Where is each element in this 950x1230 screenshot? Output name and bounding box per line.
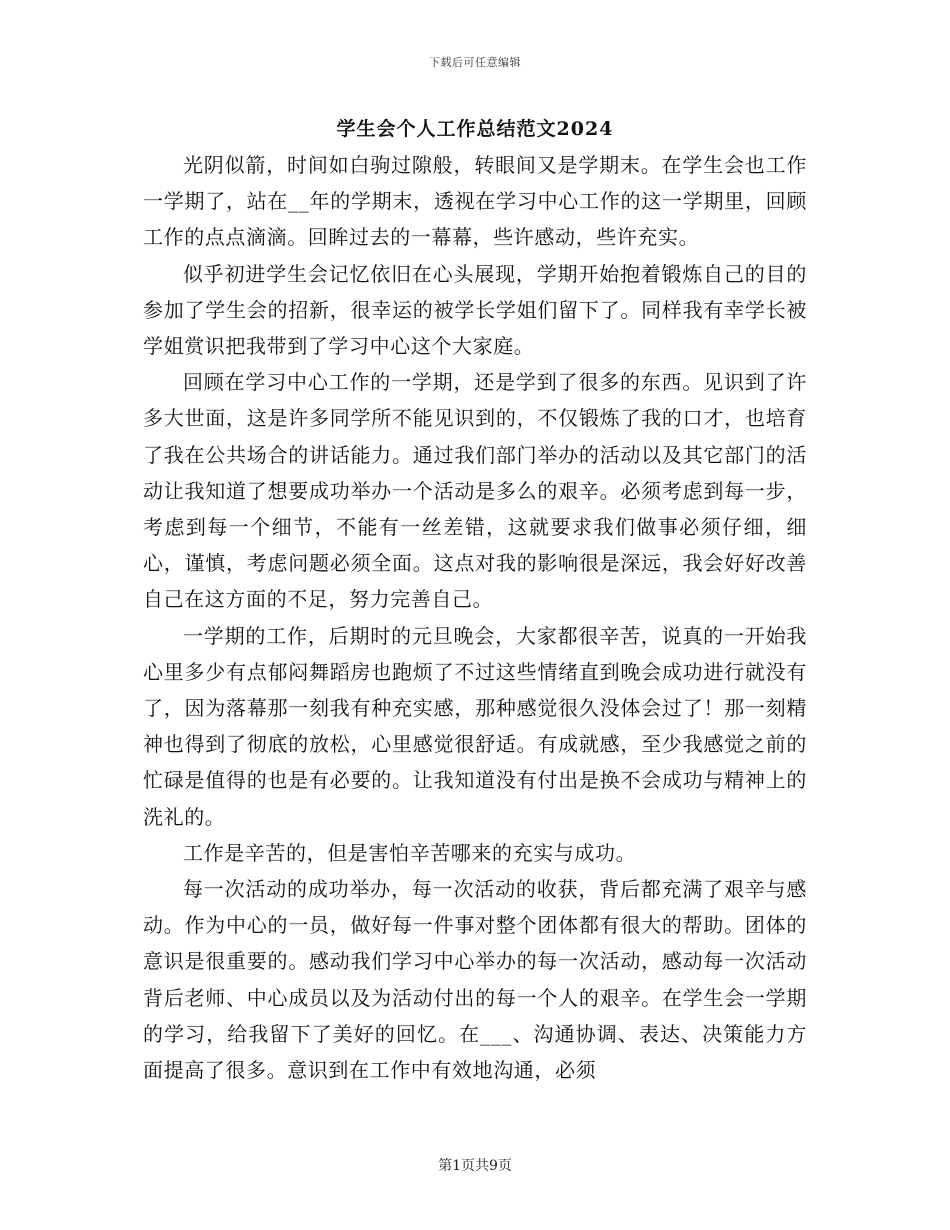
paragraph-3: 回顾在学习中心工作的一学期，还是学到了很多的东西。见识到了许多大世面，这是许多同学所不能见识到的，不仅锻炼了我的口才，也培育了我在公共场合的讲话能力。通过我们部门举办的活动以及其它部门的活动让我知道了想要成功举办一个活动是多么的艰辛。必须考虑到每一步，考虑到每一个细节，不能有一丝差错，这就要求我们做事必须仔细，细心，谨慎，考虑问题必须全面。这点对我的影响很是深远，我会好好改善自己在这方面的不足，努力完善自己。 <box>143 370 807 612</box>
page-number: 第1页共9页 <box>438 1158 512 1174</box>
paragraph-2: 似乎初进学生会记忆依旧在心头展现，学期开始抱着锻炼自己的目的参加了学生会的招新，很幸运的被学长学姐们留下了。同样我有幸学长被学姐赏识把我带到了学习中心这个大家庭。 <box>143 261 807 359</box>
paragraph-1: 光阴似箭，时间如白驹过隙般，转眼间又是学期末。在学生会也工作一学期了，站在__年的学期末，透视在学习中心工作的这一学期里，回顾工作的点点滴滴。回眸过去的一幕幕，些许感动，些许充实。 <box>143 153 807 250</box>
header-note: 下载后可任意编辑 <box>429 56 521 69</box>
document-body <box>143 147 807 1088</box>
paragraph-4: 一学期的工作，后期时的元旦晚会，大家都很辛苦，说真的一开始我心里多少有点郁闷舞蹈房也跑烦了不过这些情绪直到晚会成功进行就没有了，因为落幕那一刻我有种充实感，那种感觉很久没体会过了！那一刻精神也得到了彻底的放松，心里感觉很舒适。有成就感，至少我感觉之前的忙碌是值得的也是有必要的。让我知道没有付出是换不会成功与精神上的洗礼的。 <box>143 623 807 829</box>
paragraph-5: 工作是辛苦的，但是害怕辛苦哪来的充实与成功。 <box>183 840 637 865</box>
document-title: 学生会个人工作总结范文2024 <box>336 118 614 140</box>
paragraph-6: 每一次活动的成功举办，每一次活动的收获，背后都充满了艰辛与感动。作为中心的一员，做好每一件事对整个团体都有很大的帮助。团体的意识是很重要的。感动我们学习中心举办的每一次活动，感动每一次活动背后老师、中心成员以及为活动付出的每一个人的艰辛。在学生会一学期的学习，给我留下了美好的回忆。在___、沟通协调、表达、决策能力方面提高了很多。意识到在工作中有效地沟通，必须 <box>143 877 807 1083</box>
